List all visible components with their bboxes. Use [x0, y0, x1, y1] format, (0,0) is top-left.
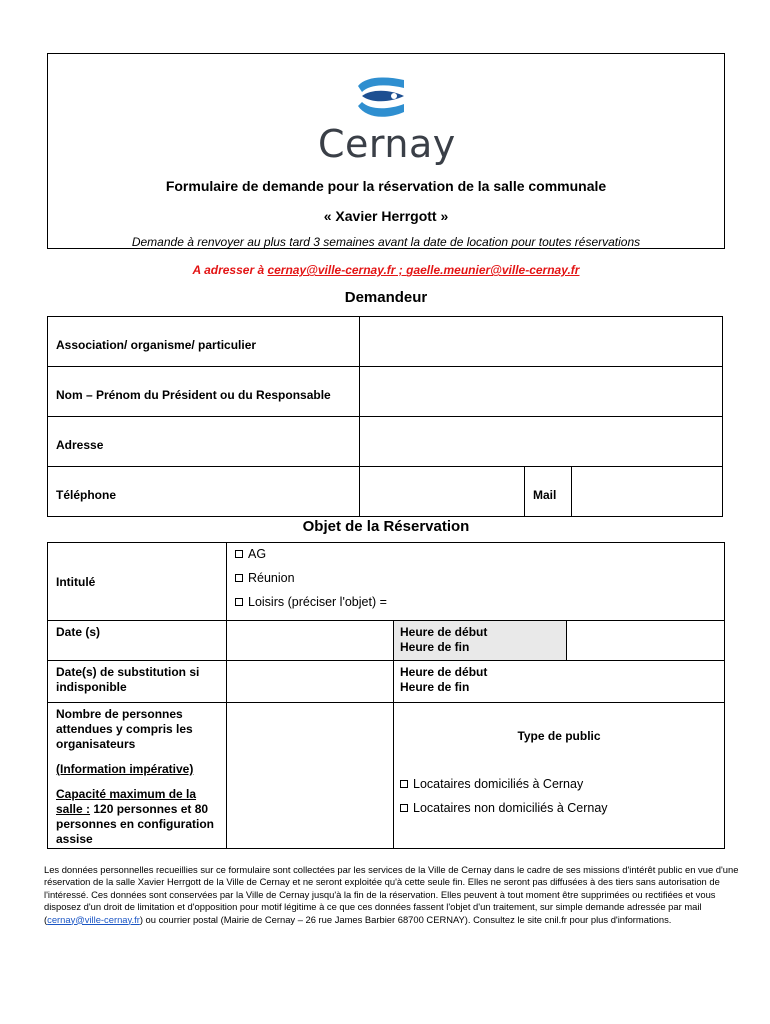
option-non-domicilies[interactable]: Locataires non domiciliés à Cernay [400, 801, 724, 825]
heure-fin-label-2: Heure de fin [400, 680, 470, 694]
heures-input[interactable] [567, 621, 725, 661]
heure-debut-label-2: Heure de début [400, 665, 488, 679]
association-label: Association/ organisme/ particulier [48, 317, 360, 367]
option-ag[interactable]: AG [235, 547, 724, 571]
heures-labels-2 [394, 661, 725, 703]
option-reunion[interactable]: Réunion [235, 571, 724, 595]
personnes-input[interactable] [227, 703, 394, 849]
type-public-cell [394, 703, 725, 849]
page-subtitle: « Xavier Herrgott » [323, 208, 449, 224]
footer-text-before: Les données personnelles recueillies sur ce formulaire sont collectées par les services de la Ville de Cernay dans le cadre de ses missions d'intérêt public en vue d'une réservation de la salle Xavier Herrgott de la Ville de Cernay et ne seront exploitée qu'à cette seule fin. Elles ne seront pas diffusées à des tiers sans autorisation de l'intéressé. Ces données sont conservées par la Ville de Cernay jusqu'à la fin de la réservation. Elles peuvent à tout moment être supprimées ou rectifiées et vous disposez d'un droit de limitation et d'opposition pour motif légitime à ce que ces données fassent l'objet d'un traitement, sur simple demande adressée par mail ( [44, 864, 739, 925]
intitule-label: Intitulé [48, 543, 227, 621]
email-link-primary[interactable]: cernay@ville-cernay.fr [267, 263, 396, 277]
checkbox-icon[interactable] [235, 574, 243, 582]
info-imperative: (Information impérative) [56, 762, 194, 776]
date-input[interactable] [227, 621, 394, 661]
option-loisirs[interactable]: Loisirs (préciser l'objet) = [235, 595, 724, 617]
heure-debut-label: Heure de début [400, 625, 488, 639]
mail-label: Mail [525, 467, 572, 517]
substitution-input[interactable] [227, 661, 394, 703]
address-line [47, 263, 725, 277]
type-public-label: Type de public [517, 729, 601, 743]
checkbox-icon[interactable] [400, 780, 408, 788]
capacite-text [56, 787, 222, 847]
address-separator: ; [395, 263, 407, 277]
heures-labels [394, 621, 567, 661]
logo-emblem-icon [300, 74, 450, 124]
heure-fin-label: Heure de fin [400, 640, 470, 654]
option-domicilies[interactable]: Locataires domiciliés à Cernay [400, 777, 724, 801]
footer-email-link[interactable]: cernay@ville-cernay.fr [47, 913, 140, 925]
association-input[interactable] [360, 317, 723, 367]
mail-input[interactable] [572, 467, 723, 517]
checkbox-icon[interactable] [400, 804, 408, 812]
footer-text-after: ) ou courrier postal (Mairie de Cernay – 26 rue James Barbier 68700 CERNAY). Consultez le site cnil.fr pour plus d'informations. [139, 913, 672, 925]
section-title-demandeur: Demandeur [344, 289, 428, 306]
telephone-input[interactable] [360, 467, 525, 517]
checkbox-icon[interactable] [235, 598, 243, 606]
objet-table [47, 542, 725, 849]
email-link-secondary[interactable]: gaelle.meunier@ville-cernay.fr [406, 263, 580, 277]
intitule-options [227, 543, 725, 621]
section-title-objet: Objet de la Réservation [302, 518, 470, 535]
adresse-input[interactable] [360, 417, 723, 467]
logo-text: Cernay [318, 122, 456, 166]
privacy-footer [44, 864, 744, 926]
personnes-cell [48, 703, 227, 849]
checkbox-icon[interactable] [235, 550, 243, 558]
nom-label: Nom – Prénom du Président ou du Responsable [48, 367, 360, 417]
cernay-logo [300, 74, 456, 166]
nom-input[interactable] [360, 367, 723, 417]
demandeur-table [47, 316, 723, 517]
adresse-label: Adresse [48, 417, 360, 467]
page-title: Formulaire de demande pour la réservation de la salle communale [165, 178, 607, 194]
substitution-label: Date(s) de substitution si indisponible [48, 661, 227, 703]
date-label: Date (s) [48, 621, 227, 661]
capacite-label: Capacité maximum de la salle : [56, 787, 197, 816]
personnes-label: Nombre de personnes attendues y compris les organisateurs [56, 707, 193, 751]
capacite-value: 120 personnes et 80 personnes en configuration assise [56, 802, 215, 846]
deadline-note: Demande à renvoyer au plus tard 3 semaines avant la date de location pour toutes réservations [131, 235, 641, 249]
telephone-label: Téléphone [48, 467, 360, 517]
address-prefix: A adresser à [192, 263, 268, 277]
